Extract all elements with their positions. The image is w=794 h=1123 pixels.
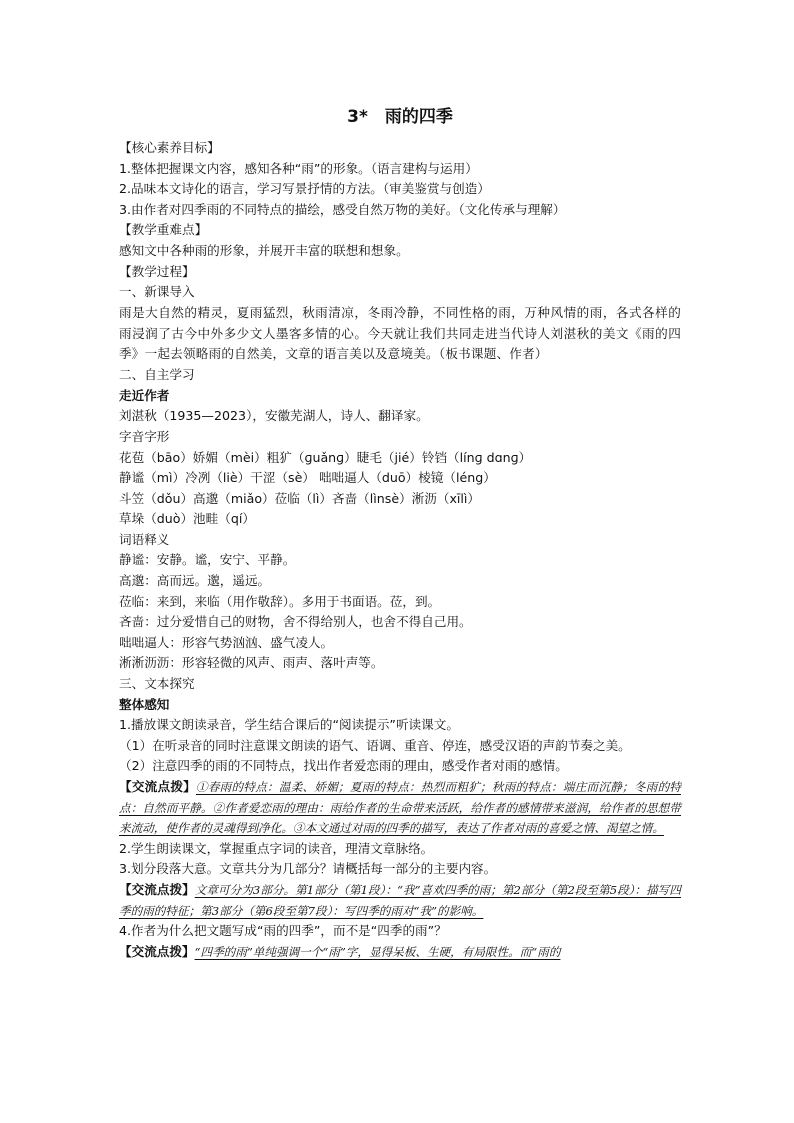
tip-3-text: 文章可分为3部分。第1部分（第1段）：“我”喜欢四季的雨；第2部分（第2段至第5段）：描写四季的雨的特征；第3部分（第6段至第7段）：写四季的雨对“我”的影响。 [119, 882, 682, 918]
key-points-heading: 【教学重难点】 [119, 222, 208, 238]
tip-tag: 【交流点拨】 [119, 943, 195, 959]
vocab-line: 淅淅沥沥：形容轻微的风声、雨声、落叶声等。 [119, 655, 384, 671]
tip-4-text: “四季的雨”单纯强调一个“雨”字，显得呆板、生硬，有局限性。而“雨的 [194, 944, 561, 959]
vocab-line: 莅临：来到，来临（用作敬辞）。多用于书面语。莅，到。 [119, 593, 441, 609]
author-heading: 走近作者 [119, 387, 170, 403]
pronunciation-line: 静谧（mì）冷冽（liè）干涩（sè） 咄咄逼人（duō）棱镜（léng） [119, 470, 496, 486]
tip-tag: 【交流点拨】 [119, 881, 195, 897]
page-title: 3* 雨的四季 [347, 107, 453, 127]
core-goals-heading: 【核心素养目标】 [119, 140, 220, 155]
tip-1-text: ①春雨的特点：温柔、娇媚；夏雨的特点：热烈而粗犷；秋雨的特点：端庄而沉静；冬雨的特点：自然而平静。②作者爱恋雨的理由：雨给作者的生命带来活跃，给作者的感情带来滋润，给作者的思想带来流动，使作者的灵魂得到净化。③本文通过对雨的四季的描写，表达了作者对雨的喜爱之情、渴望之情。 [119, 780, 681, 836]
task-1-sub: （1）在听录音的同时注意课文朗读的语气、语调、重音、停连，感受汉语的声韵节奏之美。 [119, 737, 631, 753]
vocab-line: 高邈：高而远。邈，遥远。 [119, 573, 271, 589]
task-3: 3.划分段落大意。文章共分为几部分？请概括每一部分的主要内容。 [119, 861, 497, 877]
tip-4 [119, 942, 681, 963]
pronunciation-line: 花苞（bāo）娇媚（mèi）粗犷（ɡuǎnɡ）睫毛（jié）铃铛（línɡ dɑnɡ） [119, 449, 532, 465]
task-1: 1.播放课文朗读录音，学生结合课后的“阅读提示”听读课文。 [119, 717, 459, 733]
key-points-text: 感知文中各种雨的形象，并展开丰富的联想和想象。 [119, 242, 409, 258]
process-heading: 【教学过程】 [119, 263, 195, 279]
document-content [119, 104, 681, 962]
goal-item: 2.品味本文诗化的语言，学习写景抒情的方法。（审美鉴赏与创造） [119, 181, 490, 197]
self-study-heading: 二、自主学习 [119, 367, 195, 383]
pronunciation-line: 草垛（duò）池畦（qí） [119, 511, 255, 527]
intro-heading: 一、新课导入 [119, 284, 195, 300]
author-text: 刘湛秋（1935—2023），安徽芜湖人，诗人、翻译家。 [119, 408, 429, 424]
task-2: 2.学生朗读课文，掌握重点字词的读音，理清文章脉络。 [119, 840, 434, 856]
vocab-line: 静谧：安静。谧，安宁、平静。 [119, 552, 296, 568]
vocab-heading: 词语释义 [119, 531, 170, 547]
pronunciation-line: 斗笠（dǒu）高邈（miǎo）莅临（lì）吝啬（lìnsè）淅沥（xīlì） [119, 490, 480, 506]
goal-item: 1.整体把握课文内容，感知各种“雨”的形象。（语言建构与运用） [119, 160, 478, 176]
overall-heading: 整体感知 [119, 696, 170, 712]
goal-item: 3.由作者对四季雨的不同特点的描绘，感受自然万物的美好。（文化传承与理解） [119, 201, 566, 217]
tip-tag: 【交流点拨】 [119, 779, 197, 795]
vocab-line: 咄咄逼人：形容气势汹汹、盛气凌人。 [119, 634, 334, 650]
vocab-line: 吝啬：过分爱惜自己的财物，舍不得给别人，也舍不得自己用。 [119, 614, 472, 630]
explore-heading: 三、文本探究 [119, 676, 195, 692]
pronunciation-heading: 字音字形 [119, 428, 170, 444]
intro-text: 雨是大自然的精灵，夏雨猛烈，秋雨清凉，冬雨冷静，不同性格的雨，万种风情的雨，各式各样的雨浸润了古今中外多少文人墨客多情的心。今天就让我们共同走进当代诗人刘湛秋的美文《雨的四季》一起去领略雨的自然美，文章的语言美以及意境美。（板书课题、作者） [119, 304, 681, 362]
tip-1 [119, 777, 681, 839]
task-1-sub: （2）注意四季的雨的不同特点，找出作者爱恋雨的理由，感受作者对雨的感情。 [119, 758, 568, 774]
tip-3 [119, 880, 681, 921]
task-4: 4.作者为什么把文题写成“雨的四季”，而不是“四季的雨”？ [119, 923, 447, 939]
